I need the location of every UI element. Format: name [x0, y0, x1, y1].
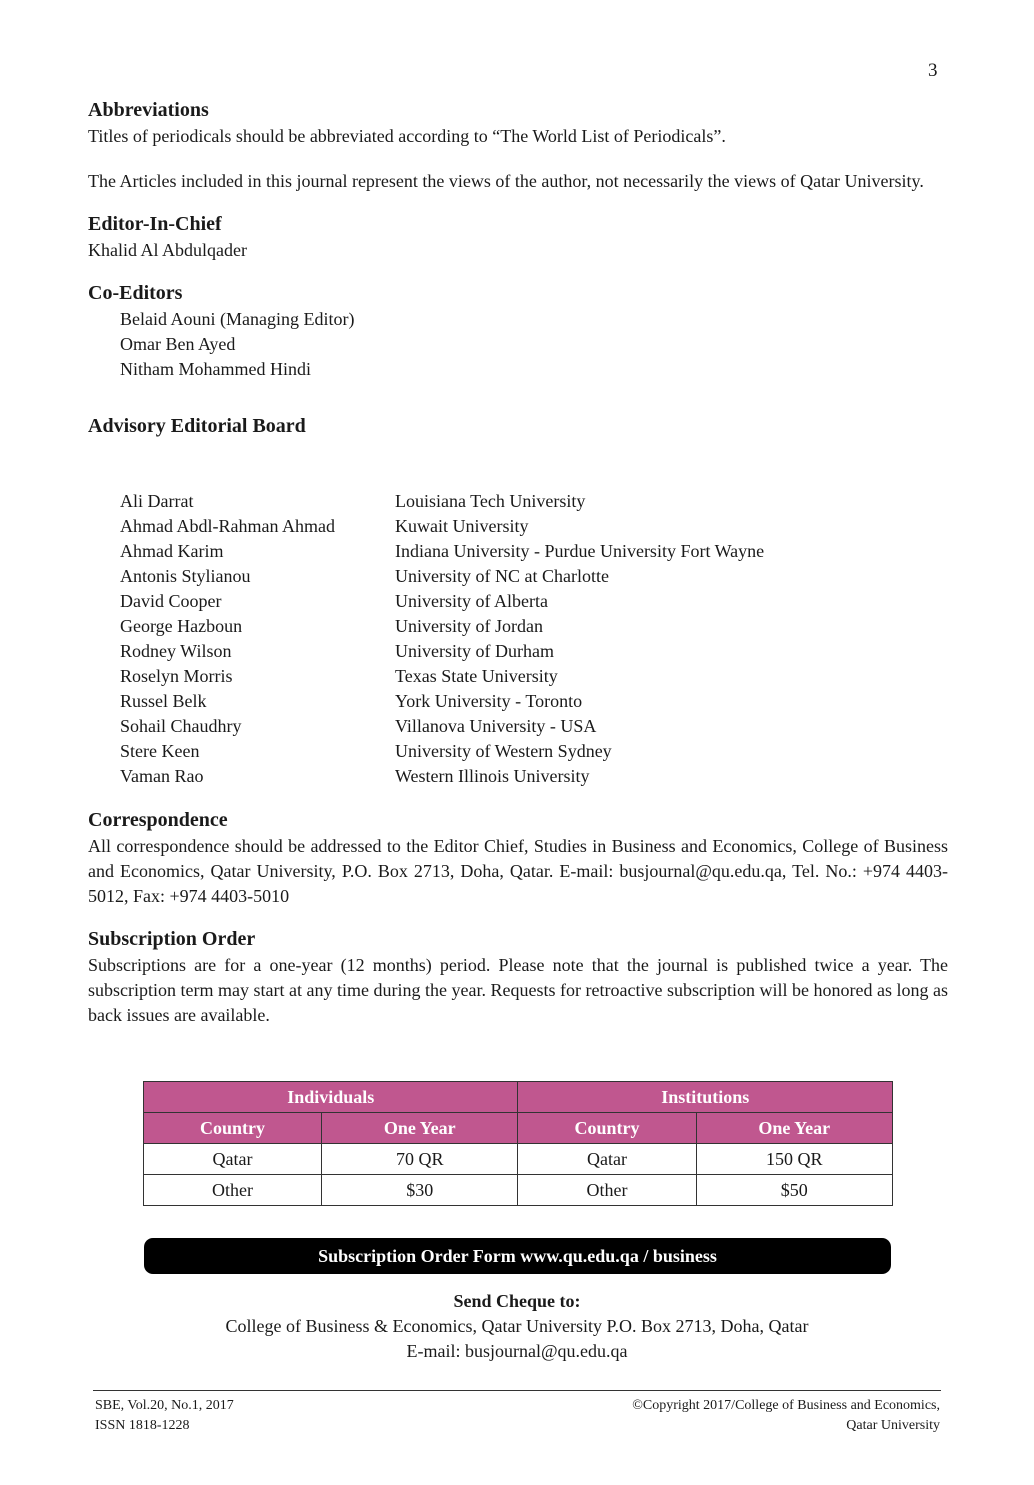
member-name: Sohail Chaudhry: [120, 716, 242, 736]
member-affiliation: Louisiana Tech University: [395, 491, 586, 511]
member-name: Ahmad Karim: [120, 541, 224, 561]
subscription-table: [143, 1081, 893, 1206]
page-number: 3: [928, 60, 938, 81]
subscription-text: Subscriptions are for a one-year (12 months) period. Please note that the journal is published twice a year. The subscription term may start at any time during the year. Requests for retroactive subscription will be honored as long as back issues are available.: [88, 955, 948, 1025]
table-cell: $30: [322, 1175, 518, 1206]
co-editors-heading: Co-Editors: [88, 282, 183, 304]
member-name: Vaman Rao: [120, 766, 204, 786]
advisory-board-list: [120, 489, 764, 789]
member-affiliation: Indiana University - Purdue University Fort Wayne: [395, 541, 765, 561]
board-member: [120, 714, 764, 739]
member-affiliation: University of Jordan: [395, 616, 543, 636]
table-cell: Other: [518, 1175, 696, 1206]
footer-copyright: ©Copyright 2017/College of Business and Economics,: [632, 1398, 940, 1413]
member-affiliation: Western Illinois University: [395, 766, 590, 786]
footer-university: Qatar University: [846, 1418, 940, 1433]
member-affiliation: University of Alberta: [395, 591, 548, 611]
board-member: [120, 739, 764, 764]
abbreviations-heading: Abbreviations: [88, 99, 209, 121]
member-name: George Hazboun: [120, 616, 243, 636]
table-cell: Qatar: [144, 1144, 322, 1175]
table-cell: $50: [696, 1175, 892, 1206]
footer-issn: ISSN 1818-1228: [95, 1418, 190, 1433]
footer-divider: [93, 1390, 941, 1391]
co-editor-name: Nitham Mohammed Hindi: [120, 359, 311, 379]
cheque-address: College of Business & Economics, Qatar University P.O. Box 2713, Doha, Qatar: [225, 1316, 809, 1336]
main-content: [88, 96, 948, 440]
subscription-order-form-banner: Subscription Order Form www.qu.edu.qa / business: [144, 1238, 891, 1274]
board-member: [120, 514, 764, 539]
board-member: [120, 539, 764, 564]
footer-volume: SBE, Vol.20, No.1, 2017: [95, 1398, 234, 1413]
board-member: [120, 664, 764, 689]
column-header: Country: [144, 1113, 322, 1144]
member-affiliation: Villanova University - USA: [395, 716, 597, 736]
board-member: [120, 614, 764, 639]
footer-right: [632, 1396, 940, 1436]
member-affiliation: University of Western Sydney: [395, 741, 612, 761]
table-header-row: [144, 1113, 893, 1144]
member-name: Russel Belk: [120, 691, 207, 711]
editor-in-chief-heading: Editor-In-Chief: [88, 213, 222, 235]
board-member: [120, 764, 764, 789]
member-affiliation: University of NC at Charlotte: [395, 566, 609, 586]
cheque-email: E-mail: busjournal@qu.edu.qa: [406, 1341, 628, 1361]
board-member: [120, 639, 764, 664]
board-member: [120, 589, 764, 614]
column-header: One Year: [322, 1113, 518, 1144]
co-editor-name: Omar Ben Ayed: [120, 334, 236, 354]
member-affiliation: Texas State University: [395, 666, 558, 686]
group-header-individuals: Individuals: [144, 1082, 518, 1113]
footer-left: [95, 1396, 234, 1436]
board-member: [120, 489, 764, 514]
table-cell: 150 QR: [696, 1144, 892, 1175]
editor-in-chief-name: Khalid Al Abdulqader: [88, 240, 247, 260]
member-name: Roselyn Morris: [120, 666, 233, 686]
member-name: Ahmad Abdl-Rahman Ahmad: [120, 516, 335, 536]
table-cell: Other: [144, 1175, 322, 1206]
cheque-block: [0, 1289, 1034, 1364]
group-header-institutions: Institutions: [518, 1082, 893, 1113]
table-row: [144, 1175, 893, 1206]
table-cell: 70 QR: [322, 1144, 518, 1175]
cheque-title: Send Cheque to:: [453, 1291, 581, 1311]
table-row: [144, 1144, 893, 1175]
table-cell: Qatar: [518, 1144, 696, 1175]
disclaimer-text: The Articles included in this journal represent the views of the author, not necessarily the views of Qatar University.: [88, 171, 924, 191]
column-header: One Year: [696, 1113, 892, 1144]
member-name: David Cooper: [120, 591, 222, 611]
board-member: [120, 689, 764, 714]
correspondence-text: All correspondence should be addressed to the Editor Chief, Studies in Business and Economics, College of Business and Economics, Qatar University, P.O. Box 2713, Doha, Qatar. E-mail: busjournal@qu.edu.qa, Tel. No.: +974 4403-5012, Fax: +974 4403-5010: [88, 836, 948, 906]
board-member: [120, 564, 764, 589]
member-name: Antonis Stylianou: [120, 566, 251, 586]
lower-content: [88, 806, 948, 1028]
member-affiliation: University of Durham: [395, 641, 554, 661]
subscription-heading: Subscription Order: [88, 928, 256, 950]
member-name: Rodney Wilson: [120, 641, 232, 661]
advisory-board-heading: Advisory Editorial Board: [88, 415, 306, 437]
table-group-row: [144, 1082, 893, 1113]
member-affiliation: York University - Toronto: [395, 691, 583, 711]
member-affiliation: Kuwait University: [395, 516, 529, 536]
member-name: Stere Keen: [120, 741, 200, 761]
column-header: Country: [518, 1113, 696, 1144]
correspondence-heading: Correspondence: [88, 809, 228, 831]
abbreviations-text: Titles of periodicals should be abbreviated according to “The World List of Periodicals”.: [88, 126, 726, 146]
co-editor-name: Belaid Aouni (Managing Editor): [120, 309, 355, 329]
member-name: Ali Darrat: [120, 491, 194, 511]
